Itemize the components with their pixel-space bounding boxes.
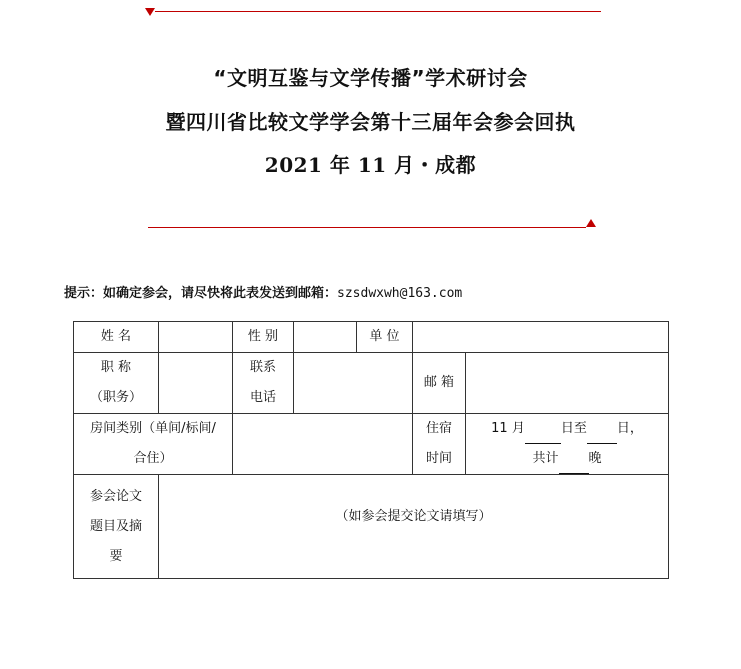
room-label-line2: 合住） — [133, 451, 173, 466]
title-line-2: 暨四川省比较文学学会第十三届年会参会回执 — [165, 110, 576, 134]
bottom-triangle-icon — [586, 219, 596, 227]
registration-form — [73, 321, 669, 579]
room-label-line1: 房间类别（单间/标间/ — [90, 421, 216, 436]
stay-day-from-text: 日至 — [560, 421, 587, 436]
paper-hint: （如参会提交论文请填写） — [335, 508, 492, 524]
email-field[interactable] — [466, 353, 669, 414]
unit-field[interactable] — [413, 322, 669, 353]
stay-nights-blank[interactable] — [559, 458, 589, 474]
stay-field[interactable] — [466, 414, 669, 475]
stay-month: 11 月 — [491, 421, 525, 436]
title-label-line2: （职务） — [89, 390, 142, 405]
stay-day-to-blank[interactable] — [587, 428, 617, 444]
room-label — [74, 414, 233, 475]
phone-label — [233, 353, 294, 414]
title-line-3: 2021 年 11 月・成都 — [264, 153, 477, 177]
phone-label-line2: 电话 — [249, 390, 276, 405]
hint-line — [64, 282, 462, 301]
name-label: 姓 名 — [74, 322, 159, 353]
stay-nights-text: 晚 — [588, 451, 602, 466]
title-label-line1: 职 称 — [100, 360, 132, 375]
paper-label-line3: 要 — [109, 548, 123, 564]
paper-field[interactable] — [159, 475, 669, 579]
room-field[interactable] — [233, 414, 413, 475]
hint-email[interactable]: szsdwxwh@163.com — [337, 286, 463, 301]
stay-label-line2: 时间 — [425, 451, 452, 466]
title-line-1: “文明互鉴与文学传播”学术研讨会 — [213, 66, 528, 90]
stay-total-text: 共计 — [532, 451, 559, 466]
paper-label-line2: 题目及摘 — [89, 518, 142, 534]
unit-label: 单 位 — [357, 322, 413, 353]
bottom-rule — [148, 227, 586, 228]
gender-label: 性 别 — [233, 322, 294, 353]
phone-label-line1: 联系 — [249, 360, 276, 375]
gender-field[interactable] — [294, 322, 357, 353]
top-rule — [155, 11, 601, 12]
paper-label — [74, 475, 159, 579]
stay-day-to-text: 日， — [616, 421, 643, 436]
title-label — [74, 353, 159, 414]
paper-label-line1: 参会论文 — [89, 488, 142, 504]
stay-day-from-blank[interactable] — [525, 428, 561, 444]
phone-field[interactable] — [294, 353, 413, 414]
top-triangle-icon — [145, 8, 155, 16]
title-field[interactable] — [159, 353, 233, 414]
stay-label — [413, 414, 466, 475]
email-label: 邮 箱 — [413, 353, 466, 414]
stay-label-line1: 住宿 — [425, 421, 452, 436]
hint-text: 提示：如确定参会，请尽快将此表发送到邮箱： — [64, 286, 338, 301]
name-field[interactable] — [159, 322, 233, 353]
